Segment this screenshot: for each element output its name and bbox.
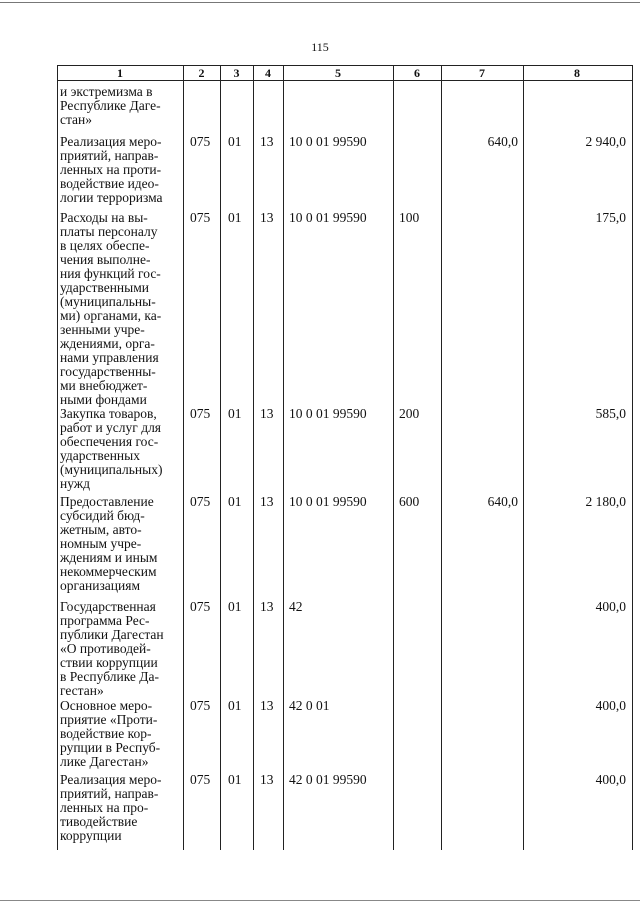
table-cell-target-article: 10 0 01 99590 [289, 210, 367, 225]
header-col-1: 1 [117, 66, 123, 80]
table-cell-ministry: 075 [190, 599, 211, 614]
table-cell-target-article: 42 0 01 99590 [289, 772, 367, 787]
column-divider [283, 65, 284, 850]
column-divider [393, 65, 394, 850]
header-col-4: 4 [265, 66, 271, 80]
table-cell-subsection: 13 [260, 494, 274, 509]
column-divider [220, 65, 221, 850]
table-row-name: Государственная программа Рес- публики Дагестан «О противодей- ствии коррупции в Республике Да- гестан» [60, 599, 164, 698]
table-cell-ministry: 075 [190, 772, 211, 787]
table-row-name: Закупка товаров, работ и услуг для обеспечения гос- ударственных (муниципальных) нужд [60, 406, 163, 491]
table-cell-col8: 175,0 [595, 210, 626, 225]
table-cell-section: 01 [228, 494, 242, 509]
table-row-name: Расходы на вы- платы персоналу в целях обеспе- чения выполне- ния функций гос- ударственными (муниципальны- ми) органами, ка- зенными учре- ждениями, орга- нами управления государственны- ми внебюджет- ными фондами [60, 210, 162, 407]
table-cell-col8: 400,0 [595, 772, 626, 787]
table-cell-ministry: 075 [190, 210, 211, 225]
table-cell-target-article: 42 [289, 599, 303, 614]
table-cell-expense-type: 200 [399, 406, 420, 421]
table-cell-col8: 2 940,0 [585, 134, 626, 149]
table-cell-expense-type: 100 [399, 210, 420, 225]
column-divider [183, 65, 184, 850]
table-cell-col7: 640,0 [487, 134, 518, 149]
table-row-name: Основное меро- приятие «Проти- водействие кор- рупции в Респуб- лике Дагестан» [60, 698, 161, 769]
header-col-5: 5 [335, 66, 341, 80]
table-cell-expense-type: 600 [399, 494, 420, 509]
table-cell-col8: 2 180,0 [585, 494, 626, 509]
column-divider [57, 65, 58, 850]
bottom-edge-line [0, 900, 640, 901]
table-cell-target-article: 42 0 01 [289, 698, 330, 713]
table-cell-target-article: 10 0 01 99590 [289, 494, 367, 509]
table-cell-col7: 640,0 [487, 494, 518, 509]
header-col-3: 3 [233, 66, 240, 80]
table-cell-section: 01 [228, 698, 242, 713]
table-cell-col8: 585,0 [595, 406, 626, 421]
table-cell-ministry: 075 [190, 494, 211, 509]
top-edge-line [0, 2, 640, 3]
table-cell-section: 01 [228, 406, 242, 421]
column-divider [441, 65, 442, 850]
table-row-name: Предоставление субсидий бюд- жетным, авто- номным учре- ждениям и иным некоммерческим организациям [60, 494, 158, 593]
header-col-2: 2 [198, 66, 205, 80]
table-cell-subsection: 13 [260, 698, 274, 713]
budget-table [57, 65, 632, 850]
page-number: 115 [311, 40, 329, 54]
header-col-7: 7 [479, 66, 485, 80]
table-cell-ministry: 075 [190, 406, 211, 421]
table-cell-subsection: 13 [260, 210, 274, 225]
table-cell-section: 01 [228, 772, 242, 787]
table-cell-target-article: 10 0 01 99590 [289, 406, 367, 421]
table-cell-subsection: 13 [260, 599, 274, 614]
table-header [57, 65, 632, 81]
table-cell-subsection: 13 [260, 406, 274, 421]
table-row-name: Реализация меро- приятий, направ- ленных на проти- водействие идео- логии терроризма [60, 134, 163, 205]
table-cell-subsection: 13 [260, 772, 274, 787]
table-cell-section: 01 [228, 210, 242, 225]
table-cell-subsection: 13 [260, 134, 274, 149]
table-cell-col8: 400,0 [595, 698, 626, 713]
column-divider [523, 65, 633, 850]
header-col-6: 6 [414, 66, 420, 80]
table-cell-ministry: 075 [190, 698, 211, 713]
table-cell-ministry: 075 [190, 134, 211, 149]
header-col-8: 8 [574, 66, 580, 80]
table-row-name: Реализация меро- приятий, направ- ленных на про- тиводействие коррупции [60, 772, 162, 843]
table-cell-target-article: 10 0 01 99590 [289, 134, 367, 149]
column-divider [253, 65, 254, 850]
table-cell-section: 01 [228, 599, 242, 614]
table-row-name: и экстремизма в Республике Даге- стан» [60, 84, 161, 127]
table-cell-section: 01 [228, 134, 242, 149]
table-cell-col8: 400,0 [595, 599, 626, 614]
